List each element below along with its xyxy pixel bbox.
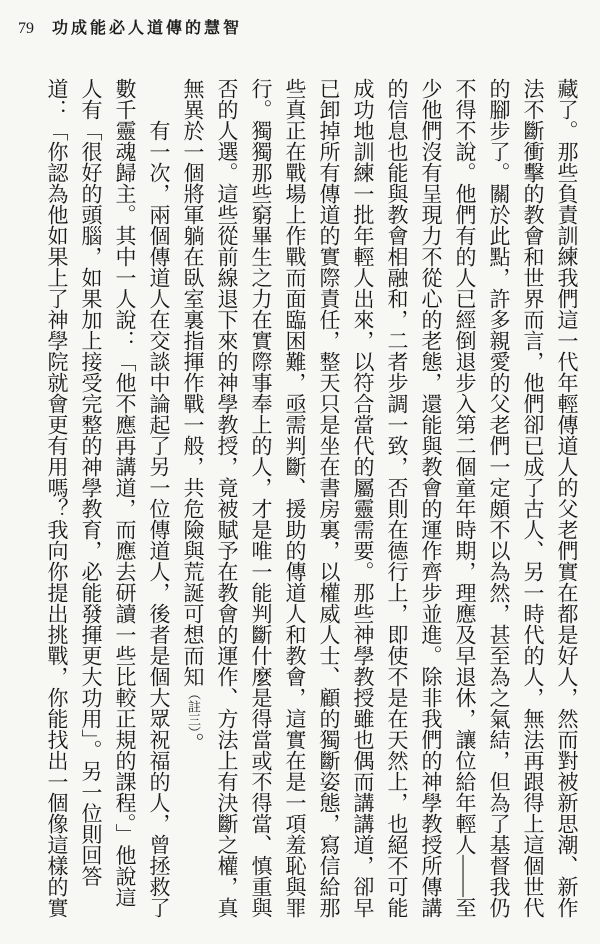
- body-columns: [40, 78, 584, 944]
- text-column: [40, 78, 74, 944]
- text-column: [380, 78, 414, 944]
- column-text: 法不斷衝擊的教會和世界而言，他們卻已成了古人、另一時代的人，無法再跟得上這個世代: [521, 78, 545, 918]
- column-text: 些真正在戰場上作戰而面臨困難，亟需判斷、援助的傳道人和教會，這實在是一項羞恥與罪: [283, 78, 307, 918]
- text-column: [210, 78, 244, 944]
- column-text: 無異於一個將軍躺在臥室裏指揮作戰一般，共危險與荒誕可想而知: [181, 78, 205, 687]
- inline-note: （註三）: [186, 687, 201, 733]
- page-header: [18, 15, 242, 38]
- column-text: 人有「很好的頭腦，如果加上接受完整的神學教育，必能發揮更大功用」。另一位則回答: [79, 78, 103, 887]
- text-column: [278, 78, 312, 944]
- text-column: [244, 78, 278, 944]
- text-column: [550, 78, 584, 944]
- text-column: [346, 78, 380, 944]
- text-column: [142, 78, 176, 944]
- column-text: 。: [181, 732, 205, 754]
- column-text: 行。獨獨那些窮畢生之力在實際事奉上的人，才是唯一能判斷什麼是得當或不得當、慎重與: [249, 78, 273, 918]
- text-column: [74, 78, 108, 944]
- text-column: [176, 78, 210, 944]
- text-column: [448, 78, 482, 944]
- column-text: 有一次，兩個傳道人在交談中論起了另一位傳道人，後者是個大眾祝福的人，曾拯救了: [147, 78, 171, 918]
- text-column: [312, 78, 346, 944]
- text-column: [108, 78, 142, 944]
- column-text: 數千靈魂歸主。其中一人說：「他不應再講道，而應去研讀一些比較正規的課程。」他說這: [113, 78, 137, 908]
- column-text: 藏了。那些負責訓練我們這一代年輕傳道人的父老們實在都是好人，然而對被新思潮、新作: [555, 78, 579, 918]
- column-text: 的信息也能與教會相融和，二者步調一致，否則在德行上，即使不是在天然上，也絕不可能: [385, 78, 409, 918]
- page-number: 79: [18, 20, 34, 37]
- text-column: [516, 78, 550, 944]
- text-column: [414, 78, 448, 944]
- column-text: 否的人選。這些從前線退下來的神學教授，竟被賦予在教會的運作、方法上有決斷之權，真: [215, 78, 239, 918]
- column-text: 不得不說。他們有的人已經倒退步入第二個童年時期，理應及早退休，讓位給年輕人——至: [453, 78, 477, 918]
- column-text: 已卸掉所有傳道的實際責任，整天只是坐在書房裏，以權威人士、顧的獨斷姿態，寫信給那: [317, 78, 341, 918]
- column-text: 的腳步了。關於此點，許多親愛的父老們一定頗不以為然，甚至為之氣結，但為了基督我仍: [487, 78, 511, 918]
- text-column: [482, 78, 516, 944]
- column-text: 成功地訓練一批年輕人出來，以符合當代的屬靈需要。那些神學教授雖也偶而講講道，卻早: [351, 78, 375, 918]
- running-title: 功成能必人道傳的慧智: [52, 20, 243, 37]
- column-text: 少他們沒有呈現力不從心的老態，還能與教會的運作齊步並進。除非我們的神學教授所傳講: [419, 78, 443, 918]
- column-text: 道：「你認為他如果上了神學院就會更有用嗎？我向你提出挑戰，你能找出一個像這樣的實: [45, 78, 69, 918]
